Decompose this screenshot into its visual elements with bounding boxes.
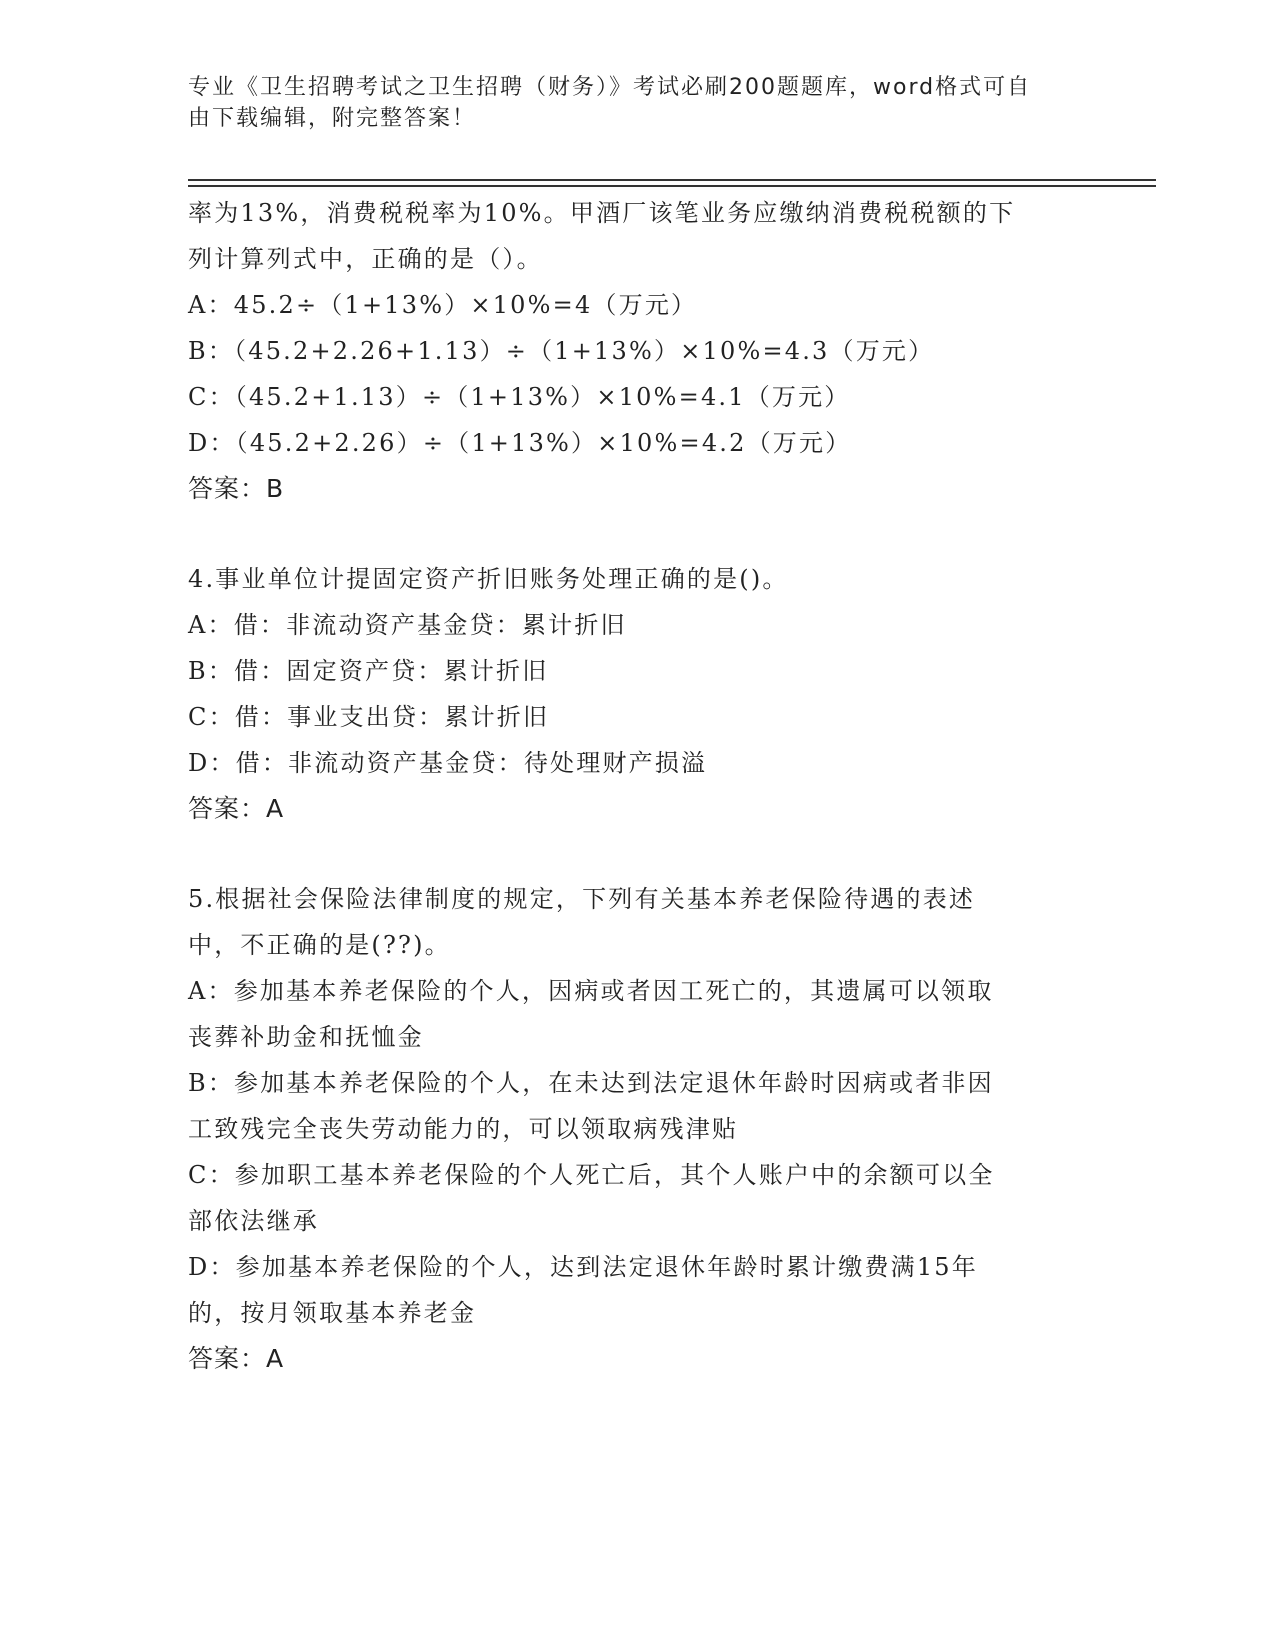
header-divider-top	[188, 179, 1156, 181]
question-spacer	[188, 512, 1088, 556]
question-5-option-d-line-1: D：参加基本养老保险的个人，达到法定退休年龄时累计缴费满15年	[188, 1253, 978, 1281]
question-4-option-b: B：借：固定资产贷：累计折旧	[188, 657, 549, 685]
question-4-answer: 答案：A	[188, 794, 285, 823]
question-5-option-c-line-2: 部依法继承	[188, 1207, 319, 1235]
question-4-option-a: A：借：非流动资产基金贷：累计折旧	[188, 611, 627, 639]
document-header	[188, 72, 1088, 134]
header-title-line-2: 由下载编辑，附完整答案！	[188, 106, 477, 131]
header-title-line-1: 专业《卫生招聘考试之卫生招聘（财务）》考试必刷200题题库，word格式可自	[188, 75, 1032, 100]
question-5-option-b-line-1: B：参加基本养老保险的个人，在未达到法定退休年龄时因病或者非因	[188, 1069, 994, 1097]
question-5-option-a-line-1: A：参加基本养老保险的个人，因病或者因工死亡的，其遗属可以领取	[188, 977, 994, 1005]
question-3-option-b: B：（45.2+2.26+1.13）÷（1+13%）×10%=4.3（万元）	[188, 337, 935, 365]
question-3-option-d: D：（45.2+2.26）÷（1+13%）×10%=4.2（万元）	[188, 429, 852, 457]
question-5	[188, 876, 1088, 1382]
question-5-option-a-line-2: 丧葬补助金和抚恤金	[188, 1023, 424, 1051]
question-3-answer: 答案：B	[188, 474, 285, 503]
question-4-stem: 4.事业单位计提固定资产折旧账务处理正确的是()。	[188, 565, 789, 593]
question-list	[188, 190, 1088, 1382]
question-3-stem-line-1: 率为13%，消费税税率为10%。甲酒厂该笔业务应缴纳消费税税额的下	[188, 199, 1016, 227]
question-5-option-b-line-2: 工致残完全丧失劳动能力的，可以领取病残津贴	[188, 1115, 739, 1143]
question-5-answer: 答案：A	[188, 1344, 285, 1373]
question-5-option-c-line-1: C：参加职工基本养老保险的个人死亡后，其个人账户中的余额可以全	[188, 1161, 995, 1189]
question-4-option-d: D：借：非流动资产基金贷：待处理财产损溢	[188, 749, 708, 777]
question-3-option-c: C：（45.2+1.13）÷（1+13%）×10%=4.1（万元）	[188, 383, 851, 411]
header-divider-bottom	[188, 185, 1156, 187]
question-5-option-d-line-2: 的，按月领取基本养老金	[188, 1299, 477, 1327]
question-4	[188, 556, 1088, 832]
question-3-stem-line-2: 列计算列式中，正确的是（）。	[188, 245, 543, 273]
question-5-stem-line-2: 中，不正确的是(??)。	[188, 931, 451, 959]
question-spacer	[188, 832, 1088, 876]
question-3	[188, 190, 1088, 512]
question-5-stem-line-1: 5.根据社会保险法律制度的规定，下列有关基本养老保险待遇的表述	[188, 885, 976, 913]
question-3-option-a: A：45.2÷（1+13%）×10%=4（万元）	[188, 291, 698, 319]
question-4-option-c: C：借：事业支出贷：累计折旧	[188, 703, 550, 731]
